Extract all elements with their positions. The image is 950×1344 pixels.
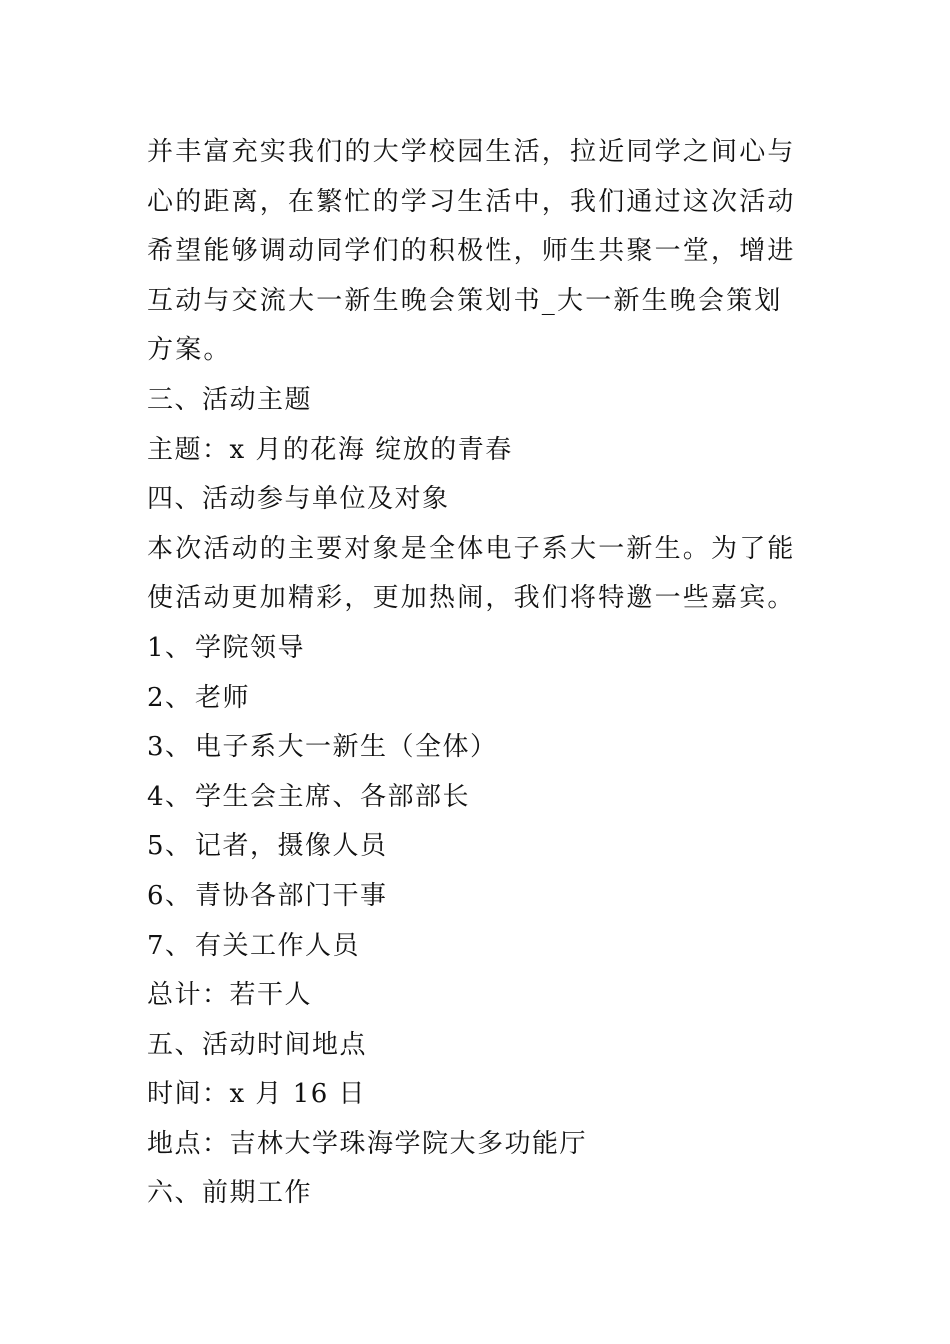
theme-line: 主题：x 月的花海 绽放的青春 <box>147 434 513 465</box>
section-heading: 三、活动主题 <box>147 384 313 415</box>
list-item <box>147 872 817 922</box>
list-item-number: 2、 <box>147 682 193 713</box>
list-item-text: 青协各部门干事 <box>195 880 388 911</box>
list-item <box>147 624 817 674</box>
paragraph-line: 本次活动的主要对象是全体电子系大一新生。为了能 <box>147 533 796 564</box>
section-heading: 四、活动参与单位及对象 <box>147 484 450 515</box>
paragraph-line: 希望能够调动同学们的积极性，师生共聚一堂，增进 <box>147 236 796 267</box>
section-heading: 六、前期工作 <box>147 1178 313 1209</box>
paragraph-line: 使活动更加精彩，更加热闹，我们将特邀一些嘉宾。 <box>147 583 796 614</box>
list-item <box>147 723 817 773</box>
paragraph-line: 心的距离，在繁忙的学习生活中，我们通过这次活动 <box>147 186 796 217</box>
list-item-text: 学生会主席、各部部长 <box>195 781 471 812</box>
paragraph-line: 并丰富充实我们的大学校园生活，拉近同学之间心与 <box>147 137 796 167</box>
total-line: 总计：若干人 <box>147 980 313 1011</box>
list-item-text: 学院领导 <box>195 632 306 663</box>
time-line: 时间：x 月 16 日 <box>147 1079 367 1110</box>
section-heading: 五、活动时间地点 <box>147 1029 368 1060</box>
list-item-text: 电子系大一新生（全体） <box>195 732 498 763</box>
paragraph-line: 方案。 <box>147 335 232 366</box>
list-item-text: 有关工作人员 <box>195 930 361 961</box>
list-item-text: 老师 <box>195 682 251 713</box>
list-item-number: 7、 <box>147 930 193 961</box>
list-item-number: 5、 <box>147 831 193 862</box>
list-item <box>147 822 817 872</box>
list-item-number: 3、 <box>147 732 193 763</box>
list-item-number: 1、 <box>147 632 193 663</box>
list-item-number: 4、 <box>147 781 193 812</box>
list-item <box>147 773 817 823</box>
list-item-text: 记者，摄像人员 <box>195 831 388 862</box>
document-page <box>147 128 817 1219</box>
list-item <box>147 922 817 972</box>
list-item-number: 6、 <box>147 880 193 911</box>
paragraph-line: 互动与交流大一新生晚会策划书_大一新生晚会策划 <box>147 285 783 316</box>
place-line: 地点：吉林大学珠海学院大多功能厅 <box>147 1128 588 1159</box>
list-item <box>147 674 817 724</box>
